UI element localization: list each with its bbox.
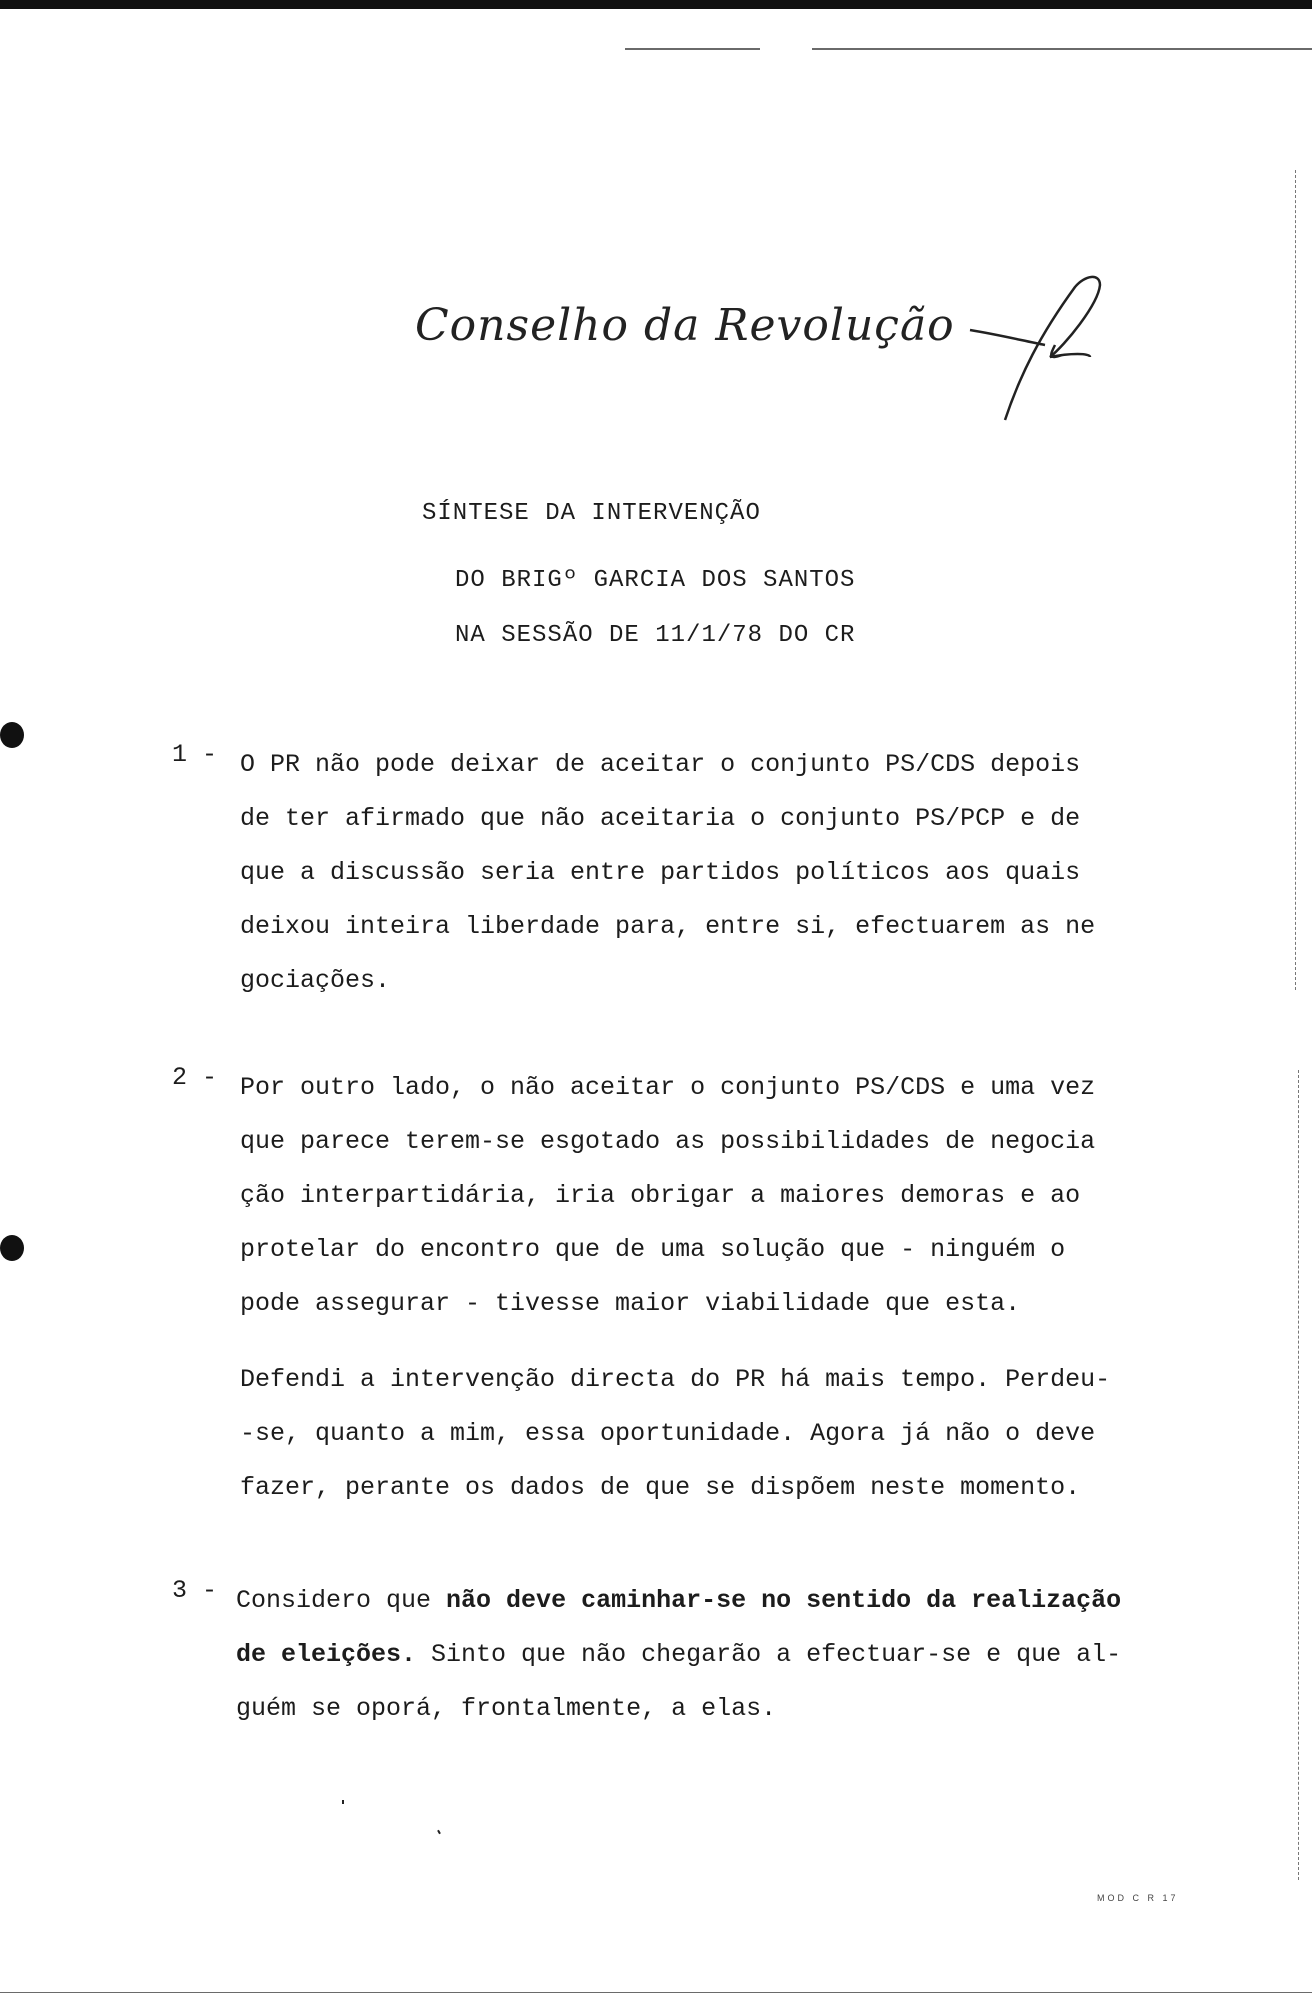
form-code: MOD C R 17 bbox=[1097, 1893, 1179, 1903]
text-line: ção interpartidária, iria obrigar a maiores demoras e ao bbox=[240, 1181, 1081, 1210]
scan-speck bbox=[437, 1830, 441, 1834]
scan-right-edge bbox=[1298, 1070, 1299, 1880]
text-line: pode assegurar - tivesse maior viabilidade que esta. bbox=[240, 1289, 1021, 1318]
bold-text-run: de eleições. bbox=[236, 1640, 417, 1669]
scan-line bbox=[812, 48, 1312, 50]
item-3-paragraph bbox=[236, 1574, 1121, 1736]
scan-line bbox=[0, 1992, 1312, 1993]
text-line: deixou inteira liberdade para, entre si, efectuarem as ne bbox=[240, 912, 1096, 941]
item-number: 3 - bbox=[172, 1576, 218, 1605]
scan-right-edge bbox=[1295, 170, 1296, 990]
text-run: Sinto que não chegarão a efectuar-se e que al- bbox=[416, 1640, 1122, 1669]
heading-line-2: DO BRIGº GARCIA DOS SANTOS bbox=[455, 567, 856, 594]
text-line: protelar do encontro que de uma solução que - ninguém o bbox=[240, 1235, 1066, 1264]
text-line: que a discussão seria entre partidos políticos aos quais bbox=[240, 858, 1081, 887]
punch-hole bbox=[0, 722, 24, 748]
item-1-paragraph bbox=[240, 738, 1095, 1008]
item-number: 2 - bbox=[172, 1063, 218, 1092]
scan-speck bbox=[342, 1800, 344, 1804]
punch-hole bbox=[0, 1235, 24, 1261]
heading-line-3: NA SESSÃO DE 11/1/78 DO CR bbox=[455, 622, 856, 649]
text-line: gociações. bbox=[240, 966, 391, 995]
text-line: -se, quanto a mim, essa oportunidade. Agora já não o deve bbox=[240, 1419, 1096, 1448]
heading-line-1: SÍNTESE DA INTERVENÇÃO bbox=[422, 500, 761, 527]
text-line: Defendi a intervenção directa do PR há mais tempo. Perdeu- bbox=[240, 1365, 1111, 1394]
text-line: que parece terem-se esgotado as possibilidades de negocia bbox=[240, 1127, 1096, 1156]
item-2-continuation bbox=[240, 1353, 1110, 1515]
text-line: de ter afirmado que não aceitaria o conjunto PS/PCP e de bbox=[240, 804, 1081, 833]
scan-line bbox=[625, 48, 760, 50]
text-line: O PR não pode deixar de aceitar o conjunto PS/CDS depois bbox=[240, 750, 1081, 779]
scan-top-edge bbox=[0, 0, 1312, 9]
item-number: 1 - bbox=[172, 740, 218, 769]
text-run: Considero que bbox=[236, 1586, 447, 1615]
signature-stroke bbox=[970, 330, 1045, 345]
item-2-paragraph bbox=[240, 1061, 1095, 1331]
text-line: fazer, perante os dados de que se dispõem neste momento. bbox=[240, 1473, 1081, 1502]
signature-mark bbox=[950, 265, 1120, 435]
text-line: Por outro lado, o não aceitar o conjunto PS/CDS e uma vez bbox=[240, 1073, 1096, 1102]
bold-text-run: não deve caminhar-se no sentido da realização bbox=[446, 1586, 1122, 1615]
text-line bbox=[236, 1628, 1121, 1682]
text-line: guém se oporá, frontalmente, a elas. bbox=[236, 1694, 777, 1723]
text-line bbox=[236, 1574, 1121, 1628]
letterhead-title: Conselho da Revolução bbox=[415, 300, 955, 351]
